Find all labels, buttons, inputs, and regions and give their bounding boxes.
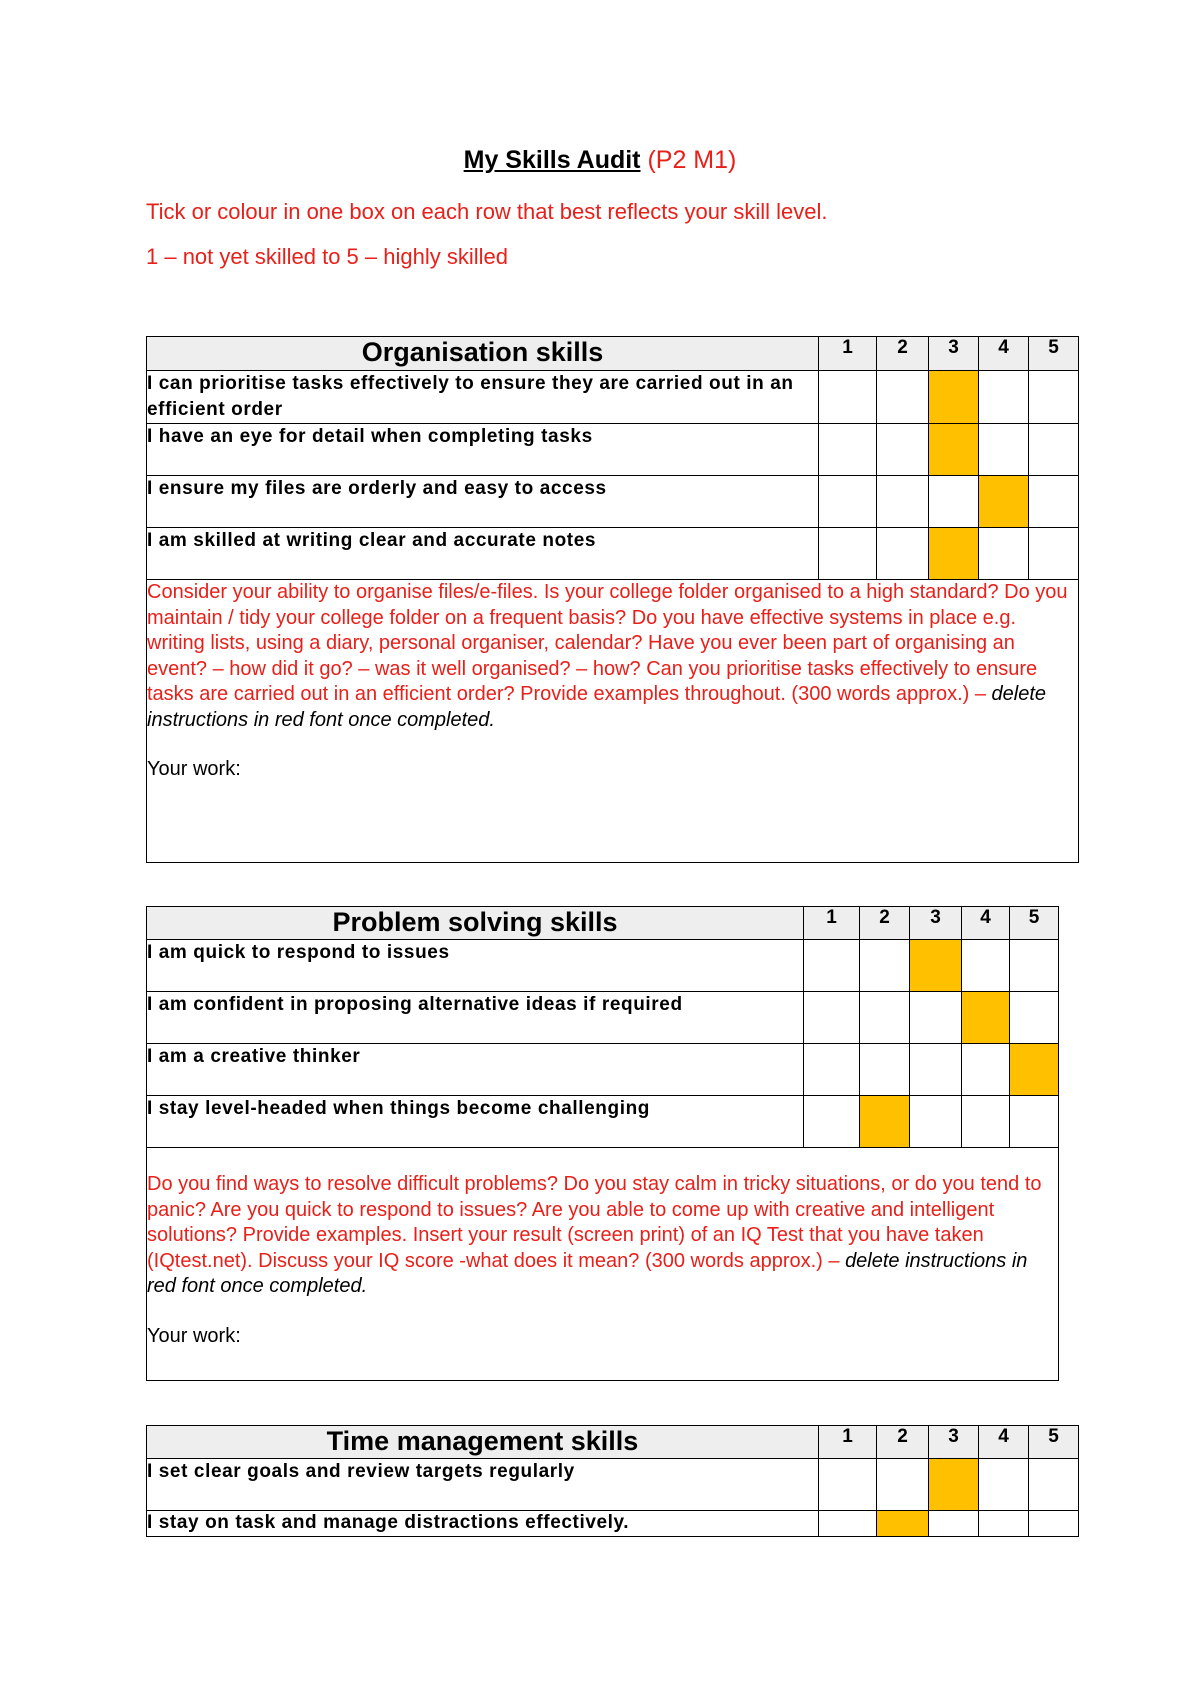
- table-row: [147, 528, 1079, 580]
- scale-header-2: 2: [877, 337, 929, 371]
- rating-cell-2[interactable]: [877, 528, 929, 580]
- scale-header-3: 3: [929, 1426, 979, 1459]
- scale-header-1: 1: [819, 337, 877, 371]
- instruction-line-1: Tick or colour in one box on each row that best reflects your skill level.: [146, 199, 828, 224]
- skill-statement: I can prioritise tasks effectively to ensure they are carried out in an efficient order: [147, 371, 819, 424]
- rating-cell-3[interactable]: [929, 1459, 979, 1511]
- rating-cell-2[interactable]: [860, 992, 910, 1044]
- rating-cell-2[interactable]: [877, 476, 929, 528]
- rating-cell-1[interactable]: [819, 1511, 877, 1537]
- your-work-label: Your work:: [147, 758, 241, 780]
- rating-cell-5[interactable]: [1029, 476, 1079, 528]
- rating-cell-5[interactable]: [1010, 992, 1059, 1044]
- scale-header-4: 4: [979, 1426, 1029, 1459]
- title-main: My Skills Audit: [463, 146, 641, 174]
- rating-cell-1[interactable]: [804, 1044, 860, 1096]
- rating-cell-3[interactable]: [910, 1096, 962, 1148]
- skill-statement: I am skilled at writing clear and accurate notes: [147, 528, 819, 580]
- rating-cell-1[interactable]: [804, 992, 860, 1044]
- section-heading: Time management skills: [147, 1426, 819, 1459]
- organisation-skills-table: [146, 336, 1079, 863]
- table-row: [147, 992, 1059, 1044]
- rating-cell-4[interactable]: [979, 528, 1029, 580]
- table-row: [147, 1511, 1079, 1537]
- scale-header-2: 2: [860, 907, 910, 940]
- table-row: [147, 424, 1079, 476]
- page-title: [0, 146, 1200, 175]
- guidance-text-box[interactable]: [147, 580, 1079, 863]
- table-row: [147, 476, 1079, 528]
- scale-header-5: 5: [1010, 907, 1059, 940]
- rating-cell-2[interactable]: [877, 1511, 929, 1537]
- rating-cell-2[interactable]: [860, 940, 910, 992]
- table-row: [147, 940, 1059, 992]
- scale-header-1: 1: [804, 907, 860, 940]
- guidance-text-box[interactable]: [147, 1148, 1059, 1381]
- rating-cell-5[interactable]: [1029, 1459, 1079, 1511]
- instruction-line-2: 1 – not yet skilled to 5 – highly skilled: [146, 244, 508, 269]
- skill-statement: I stay on task and manage distractions effectively.: [147, 1511, 819, 1537]
- title-code: (P2 M1): [640, 146, 737, 174]
- rating-cell-4[interactable]: [979, 1459, 1029, 1511]
- skill-statement: I stay level-headed when things become challenging: [147, 1096, 804, 1148]
- scale-header-4: 4: [962, 907, 1010, 940]
- rating-cell-2[interactable]: [877, 371, 929, 424]
- rating-cell-4[interactable]: [979, 424, 1029, 476]
- rating-cell-4[interactable]: [962, 992, 1010, 1044]
- rating-cell-4[interactable]: [979, 1511, 1029, 1537]
- rating-cell-1[interactable]: [819, 1459, 877, 1511]
- skill-statement: I have an eye for detail when completing tasks: [147, 424, 819, 476]
- skill-statement: I set clear goals and review targets regularly: [147, 1459, 819, 1511]
- rating-cell-2[interactable]: [860, 1096, 910, 1148]
- skill-statement: I am confident in proposing alternative ideas if required: [147, 992, 804, 1044]
- skill-statement: I am quick to respond to issues: [147, 940, 804, 992]
- rating-cell-5[interactable]: [1029, 1511, 1079, 1537]
- rating-cell-1[interactable]: [819, 424, 877, 476]
- rating-cell-1[interactable]: [819, 371, 877, 424]
- rating-cell-5[interactable]: [1010, 940, 1059, 992]
- scale-header-5: 5: [1029, 337, 1079, 371]
- scale-header-4: 4: [979, 337, 1029, 371]
- table-row: [147, 1044, 1059, 1096]
- rating-cell-4[interactable]: [962, 1044, 1010, 1096]
- rating-cell-3[interactable]: [929, 424, 979, 476]
- rating-cell-3[interactable]: [929, 371, 979, 424]
- guidance-note: delete instructions in red font once completed.: [147, 1249, 1028, 1297]
- time-management-skills-table: [146, 1425, 1079, 1537]
- table-row: [147, 1459, 1079, 1511]
- scale-header-1: 1: [819, 1426, 877, 1459]
- rating-cell-1[interactable]: [819, 476, 877, 528]
- skill-statement: I ensure my files are orderly and easy to access: [147, 476, 819, 528]
- rating-cell-4[interactable]: [962, 1096, 1010, 1148]
- section-heading: Problem solving skills: [147, 907, 804, 940]
- problem-solving-skills-table: [146, 906, 1059, 1381]
- rating-cell-3[interactable]: [929, 476, 979, 528]
- rating-cell-5[interactable]: [1029, 528, 1079, 580]
- rating-cell-4[interactable]: [979, 476, 1029, 528]
- rating-cell-5[interactable]: [1029, 424, 1079, 476]
- guidance-note: delete instructions in red font once completed.: [147, 683, 1047, 731]
- rating-cell-5[interactable]: [1010, 1096, 1059, 1148]
- rating-cell-2[interactable]: [860, 1044, 910, 1096]
- table-row: [147, 1096, 1059, 1148]
- rating-cell-1[interactable]: [819, 528, 877, 580]
- scale-header-3: 3: [929, 337, 979, 371]
- scale-header-2: 2: [877, 1426, 929, 1459]
- section-heading: Organisation skills: [147, 337, 819, 371]
- rating-cell-3[interactable]: [910, 1044, 962, 1096]
- guidance-text: Consider your ability to organise files/e-files. Is your college folder organised to a high standard? Do you maintain / tidy your college folder on a frequent basis? Do you have effective systems in place e.g. writing lists, using a diary, personal organiser, calendar? Have you ever been part of organising an event? – how did it go? – was it well organised? – how? Can you prioritise tasks effectively to ensure tasks are carried out in an efficient order? Provide examples throughout. (300 words approx.) –: [147, 581, 1068, 705]
- rating-cell-3[interactable]: [929, 528, 979, 580]
- rating-cell-1[interactable]: [804, 1096, 860, 1148]
- guidance-text: Do you find ways to resolve difficult problems? Do you stay calm in tricky situations, or do you tend to panic? Are you quick to respond to issues? Are you able to come up with creative and intelligent solutions? Provide examples. Insert your result (screen print) of an IQ Test that you have taken (IQtest.net). Discuss your IQ score -what does it mean? (300 words approx.) –: [147, 1173, 1042, 1272]
- rating-cell-3[interactable]: [910, 992, 962, 1044]
- rating-cell-4[interactable]: [962, 940, 1010, 992]
- rating-cell-5[interactable]: [1010, 1044, 1059, 1096]
- your-work-label: Your work:: [147, 1324, 241, 1347]
- rating-cell-1[interactable]: [804, 940, 860, 992]
- rating-cell-2[interactable]: [877, 1459, 929, 1511]
- rating-cell-5[interactable]: [1029, 371, 1079, 424]
- table-row: [147, 371, 1079, 424]
- scale-header-5: 5: [1029, 1426, 1079, 1459]
- rating-cell-4[interactable]: [979, 371, 1029, 424]
- rating-cell-3[interactable]: [910, 940, 962, 992]
- skill-statement: I am a creative thinker: [147, 1044, 804, 1096]
- scale-header-3: 3: [910, 907, 962, 940]
- rating-cell-3[interactable]: [929, 1511, 979, 1537]
- rating-cell-2[interactable]: [877, 424, 929, 476]
